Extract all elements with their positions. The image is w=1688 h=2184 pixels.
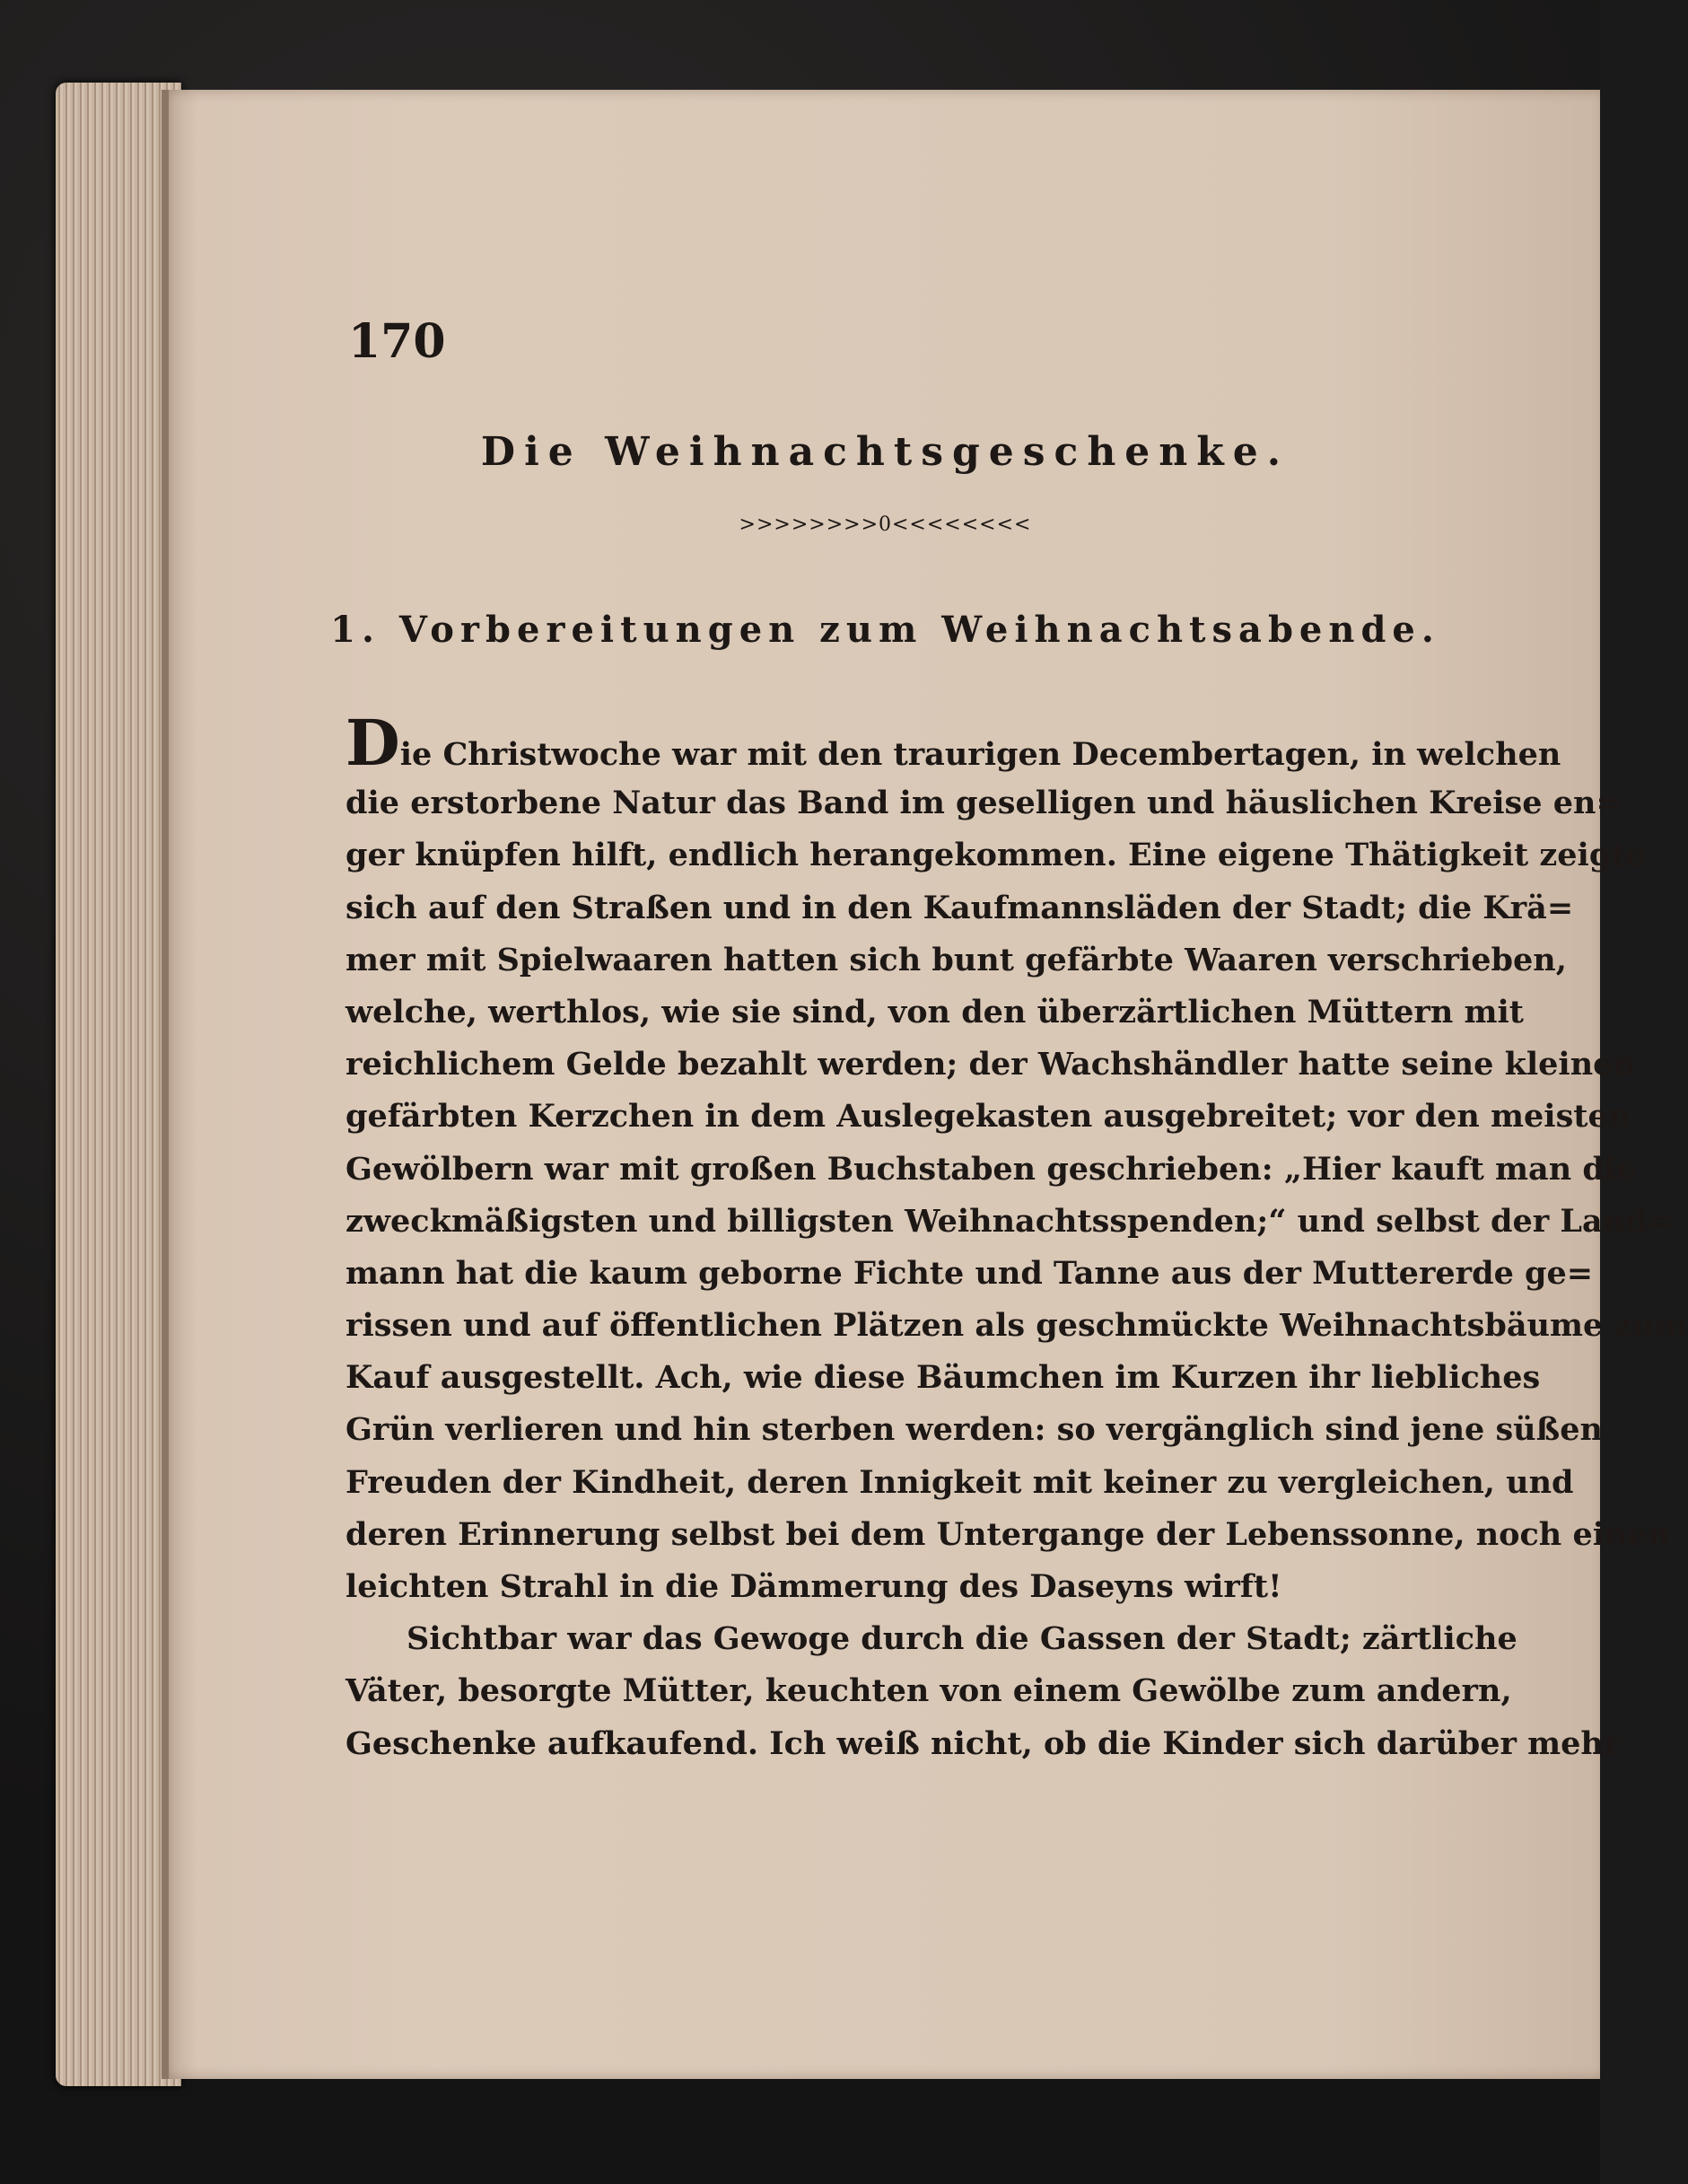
gutter-shadow	[162, 90, 169, 2079]
drop-cap: D	[345, 706, 400, 780]
line-text: Sichtbar war das Gewoge durch die Gassen der Stadt; zärtliche	[407, 1620, 1517, 1658]
line-text: Geschenke aufkaufend. Ich weiß nicht, ob die Kinder sich darüber mehr	[345, 1724, 1621, 1762]
line-text: ger knüpfen hilft, endlich herangekommen. Eine eigene Thätigkeit zeigte	[345, 837, 1646, 874]
page-number: 170	[348, 314, 446, 369]
chapter-title: Die Weihnachtsgeschenke.	[480, 429, 1290, 475]
line-text: Freuden der Kindheit, deren Innigkeit mit keiner zu vergleichen, und	[345, 1463, 1574, 1501]
line-text: Kauf ausgestellt. Ach, wie diese Bäumchen im Kurzen ihr liebliches	[345, 1359, 1541, 1397]
line-text: Grün verlieren und hin sterben werden: so vergänglich sind jene süßen	[345, 1411, 1603, 1449]
line-text: ie Christwoche war mit den traurigen Decembertagen, in welchen	[399, 736, 1561, 773]
text-line	[345, 1613, 1517, 1665]
line-text: deren Erinnerung selbst bei dem Untergange der Lebenssonne, noch einen	[345, 1515, 1671, 1553]
line-text: Väter, besorgte Mütter, keuchten von einem Gewölbe zum andern,	[345, 1672, 1512, 1710]
line-text: gefärbten Kerzchen in dem Auslegekasten ausgebreitet; vor den meisten	[345, 1098, 1631, 1136]
text-line	[345, 1352, 1541, 1404]
text-line	[345, 1665, 1512, 1717]
text-line	[345, 934, 1567, 987]
body-text	[345, 706, 1688, 1770]
text-line	[345, 1300, 1688, 1352]
section-heading: 1. Vorbereitungen zum Weihnachtsabende.	[330, 609, 1440, 651]
line-text: welche, werthlos, wie sie sind, von den überzärtlichen Müttern mit	[345, 993, 1524, 1031]
text-line	[345, 987, 1524, 1039]
text-line	[345, 1248, 1594, 1300]
text-line	[345, 1457, 1574, 1509]
text-line	[345, 829, 1646, 881]
line-text: mann hat die kaum geborne Fichte und Tanne aus der Muttererde ge=	[345, 1254, 1594, 1292]
line-text: mer mit Spielwaaren hatten sich bunt gefärbte Waaren verschrieben,	[345, 941, 1567, 978]
line-text: rissen und auf öffentlichen Plätzen als geschmückte Weihnachtsbäume zum	[345, 1307, 1688, 1345]
text-line	[345, 1509, 1671, 1561]
text-line	[345, 882, 1574, 934]
line-text: Gewölbern war mit großen Buchstaben geschrieben: „Hier kauft man die	[345, 1150, 1637, 1188]
text-line	[345, 1144, 1637, 1196]
text-line	[345, 1561, 1421, 1613]
text-line	[345, 706, 1561, 780]
text-line	[345, 1404, 1603, 1456]
line-text: die erstorbene Natur das Band im geselligen und häuslichen Kreise en=	[345, 785, 1622, 822]
line-text: zweckmäßigsten und billigsten Weihnachtsspenden;“ und selbst der Land=	[345, 1202, 1674, 1240]
text-line	[345, 777, 1622, 829]
text-line	[345, 1091, 1631, 1143]
ornament-divider: >>>>>>>>0<<<<<<<<	[739, 513, 1032, 536]
line-text: reichlichem Gelde bezahlt werden; der Wachshändler hatte seine kleinen	[345, 1046, 1636, 1083]
line-text: sich auf den Straßen und in den Kaufmannsläden der Stadt; die Krä=	[345, 889, 1574, 926]
line-text: leichten Strahl in die Dämmerung des Daseyns wirft!	[345, 1568, 1282, 1605]
text-line	[345, 1718, 1621, 1770]
text-line	[345, 1039, 1636, 1091]
text-line	[345, 1196, 1674, 1248]
